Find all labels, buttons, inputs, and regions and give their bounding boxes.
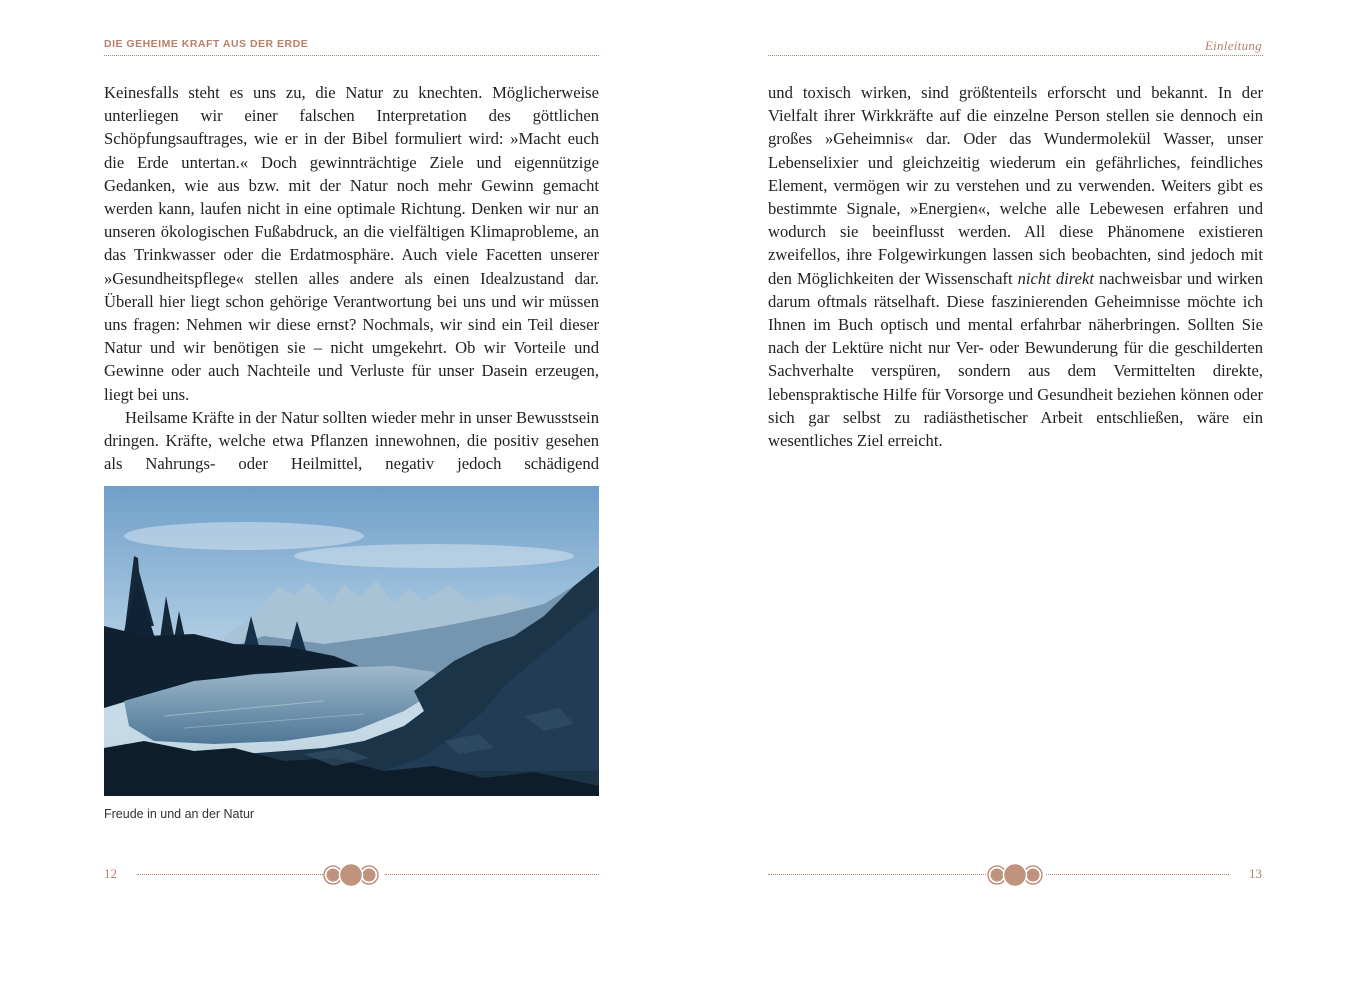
paragraph-text: nachweisbar und wirken darum oftmals rätselhaft. Diese faszinierenden Geheimnisse möchte ich Ihnen im Buch optisch und mental erfahrbar näherbringen. Sollten Sie nach der Lektüre nicht nur Ver- oder Bewunderung für die geschilderten Sachverhalte verspüren, sondern aus dem Vermittelten direkte, lebenspraktische Hilfe für Vorsorge und Gesundheit beziehen können oder sich gar selbst zu radiästhetischer Arbeit entschließen, wäre ein wesentliches Ziel erreicht. [768, 268, 1263, 451]
emphasis-text: nicht direkt [1017, 268, 1094, 288]
page-number-left: 12 [104, 866, 117, 881]
page-number-right: 13 [1249, 866, 1262, 881]
mountain-lake-photo [104, 486, 599, 796]
header-rule-left [104, 55, 599, 56]
ornament-circles [322, 862, 380, 888]
footer-rule [137, 874, 323, 875]
paragraph-text: und toxisch wirken, sind größtenteils erforscht und bekannt. In der Vielfalt ihrer Wirkkräfte auf die einzelne Person stellen sie dennoch ein großes »Geheimnis« dar. Oder das Wundermolekül Wasser, unser Lebenselixier und gleichzeitig wiederum ein gefährliches, feindliches Element, vermögen wir zu verstehen und zu verwenden. Weiters gibt es bestimmte Signale, »Energien«, welche alle Lebewesen erfahren und wodurch sie beeinflusst werden. All diese Phänomene existieren zweifellos, ihre Folgewirkungen lassen sich beobachten, sind jedoch mit den Möglichkeiten der Wissenschaft [768, 83, 1263, 288]
right-page [683, 0, 1366, 989]
header-rule-right [768, 55, 1263, 56]
running-head-right: Einleitung [1204, 38, 1262, 53]
footer-rule [768, 874, 986, 875]
ornament-circles [986, 862, 1044, 888]
circles-ornament-icon [322, 862, 380, 888]
photo-caption: Freude in und an der Natur [104, 807, 255, 821]
landscape-illustration [104, 486, 599, 796]
paragraph: Heilsame Kräfte in der Natur sollten wieder mehr in unser Bewusstsein dringen. Kräfte, welche etwa Pflanzen innewohnen, die positiv gesehen als Nahrungs- oder Heilmittel, negativ jedoch schädigend [104, 407, 599, 474]
footer-rule [385, 874, 599, 875]
paragraph: Keinesfalls steht es uns zu, die Natur zu knechten. Möglicherweise unterliegen wir einer falschen Interpretation des göttlichen Schöpfungsauftrages, wie er in der Bibel formuliert wird: »Macht euch die Erde untertan.« Doch gewinnträchtige Ziele und eigennützige Gedanken, wie aus bzw. mit der Natur noch mehr Gewinn gemacht werden kann, laufen nicht in eine optimale Richtung. Denken wir nur an unseren ökologischen Fußabdruck, an die vielfältigen Klimaprobleme, an das Trinkwasser oder die Erdatmosphäre. Auch viele Facetten unserer »Gesundheitspflege« stellen alles andere als einen Idealzustand dar. Überall hier liegt schon gehörige Verantwortung bei uns und wir müssen uns fragen: Nehmen wir diese ernst? Nochmals, wir sind ein Teil dieser Natur und wir benötigen sie – nicht umgekehrt. Ob wir Vorteile und Gewinne oder auch Nachteile und Verluste für unser Dasein erzeugen, liegt bei uns. [104, 83, 599, 404]
running-head-left: DIE GEHEIME KRAFT AUS DER ERDE [104, 38, 309, 50]
footer-rule [1046, 874, 1229, 875]
circles-ornament-icon [986, 862, 1044, 888]
body-text-right [768, 81, 1263, 452]
paragraph [768, 81, 1263, 452]
body-text-left [104, 81, 599, 475]
